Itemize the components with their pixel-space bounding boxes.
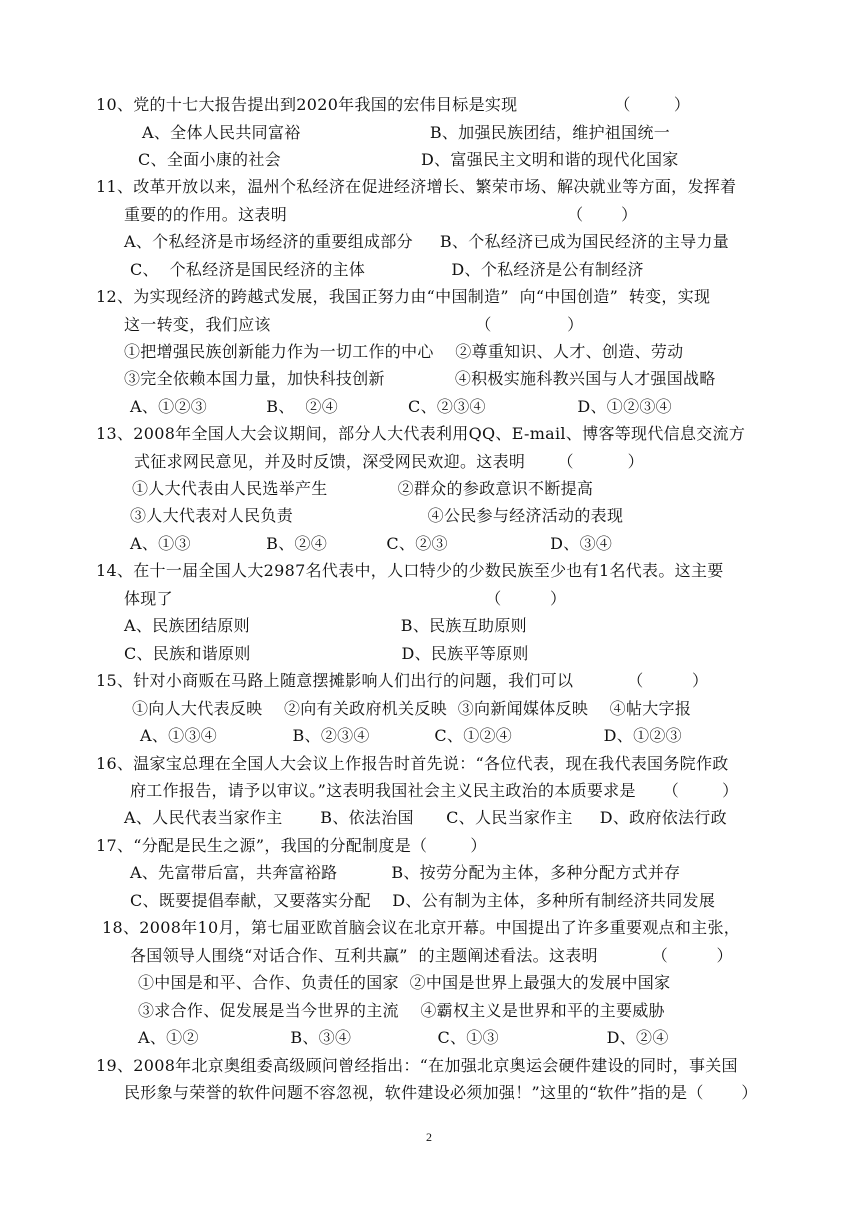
q16-stem-cont: 府工作报告，请予以审议。”这表明我国社会主义民主政治的本质要求是 （ ） — [130, 781, 739, 800]
q16-options: A、人民代表当家作主 B、依法治国 C、人民当家作主 D、政府依法行政 — [124, 808, 727, 827]
q14-stem: 14、在十一届全国人大2987名代表中，人口特少的少数民族至少也有1名代表。这主要 — [96, 561, 724, 580]
q11-options-cd: C、 个私经济是国民经济的主体 D、个私经济是公有制经济 — [130, 260, 644, 279]
q14-stem-cont: 体现了 （ ） — [124, 589, 567, 608]
q14-options-cd: C、民族和谐原则 D、民族平等原则 — [124, 644, 529, 663]
q15-options: A、①③④ B、②③④ C、①②④ D、①②③ — [140, 726, 682, 745]
q18-stem: 18、2008年10月，第七届亚欧首脑会议在北京开幕。中国提出了许多重要观点和主张， — [102, 918, 741, 937]
q17-options-cd: C、既要提倡奉献，又要落实分配 D、公有制为主体，多种所有制经济共同发展 — [130, 891, 716, 910]
q11-stem: 11、改革开放以来，温州个私经济在促进经济增长、繁荣市场、解决就业等方面，发挥着 — [96, 177, 737, 196]
q15-statements: ①向人大代表反映 ②向有关政府机关反映 ③向新闻媒体反映 ④帖大字报 — [132, 699, 692, 718]
q13-stem-cont: 式征求网民意见，并及时反馈，深受网民欢迎。这表明 （ ） — [134, 452, 644, 471]
q14-options-ab: A、民族团结原则 B、民族互助原则 — [124, 616, 527, 635]
q18-statements-12: ①中国是和平、合作、负责任的国家 ②中国是世界上最强大的发展中国家 — [138, 973, 671, 992]
q18-options: A、①② B、③④ C、①③ D、②④ — [138, 1028, 669, 1047]
q12-stem-cont: 这一转变，我们应该 （ ） — [124, 315, 584, 334]
q10-stem: 10、党的十七大报告提出到2020年我国的宏伟目标是实现 （ ） — [96, 95, 691, 114]
q17-stem: 17、“分配是民生之源”，我国的分配制度是（ ） — [96, 836, 487, 855]
q19-stem-cont: 民形象与荣誉的软件问题不容忽视，软件建设必须加强！”这里的“软件”指的是（ ） — [124, 1083, 758, 1102]
q12-stem: 12、为实现经济的跨越式发展，我国正努力由“中国制造” 向“中国创造” 转变，实现 — [96, 287, 711, 306]
page-number: 2 — [426, 1130, 432, 1144]
q17-options-ab: A、先富带后富，共奔富裕路 B、按劳分配为主体，多种分配方式并存 — [130, 863, 681, 882]
q12-statements-12: ①把增强民族创新能力作为一切工作的中心 ②尊重知识、人才、创造、劳动 — [124, 342, 684, 361]
q13-statements-34: ③人大代表对人民负责 ④公民参与经济活动的表现 — [130, 506, 624, 525]
q13-statements-12: ①人大代表由人民选举产生 ②群众的参政意识不断提高 — [132, 479, 594, 498]
q12-options: A、①②③ B、 ②④ C、②③④ D、①②③④ — [130, 397, 672, 416]
q13-stem: 13、2008年全国人大会议期间，部分人大代表利用QQ、E-mail、博客等现代信息交流方 — [96, 424, 746, 443]
q11-options-ab: A、个私经济是市场经济的重要组成部分 B、个私经济已成为国民经济的主导力量 — [124, 232, 730, 251]
q19-stem: 19、2008年北京奥组委高级顾问曾经指出：“在加强北京奥运会硬件建设的同时，事关国 — [96, 1056, 738, 1075]
q12-statements-34: ③完全依赖本国力量，加快科技创新 ④积极实施科教兴国与人才强国战略 — [124, 369, 716, 388]
q16-stem: 16、温家宝总理在全国人大会议上作报告时首先说：“各位代表，现在我代表国务院作政 — [96, 754, 729, 773]
q10-options-cd: C、全面小康的社会 D、富强民主文明和谐的现代化国家 — [138, 150, 679, 169]
q13-options: A、①③ B、②④ C、②③ D、③④ — [130, 534, 613, 553]
q18-stem-cont: 各国领导人围绕“对话合作、互利共赢” 的主题阐述看法。这表明 （ ） — [130, 946, 733, 965]
q15-stem: 15、针对小商贩在马路上随意摆摊影响人们出行的问题，我们可以 （ ） — [96, 671, 709, 690]
q10-options-ab: A、全体人民共同富裕 B、加强民族团结，维护祖国统一 — [142, 123, 671, 142]
q18-statements-34: ③求合作、促发展是当今世界的主流 ④霸权主义是世界和平的主要威胁 — [138, 1001, 665, 1020]
q11-stem-cont: 重要的的作用。这表明 （ ） — [124, 205, 638, 224]
